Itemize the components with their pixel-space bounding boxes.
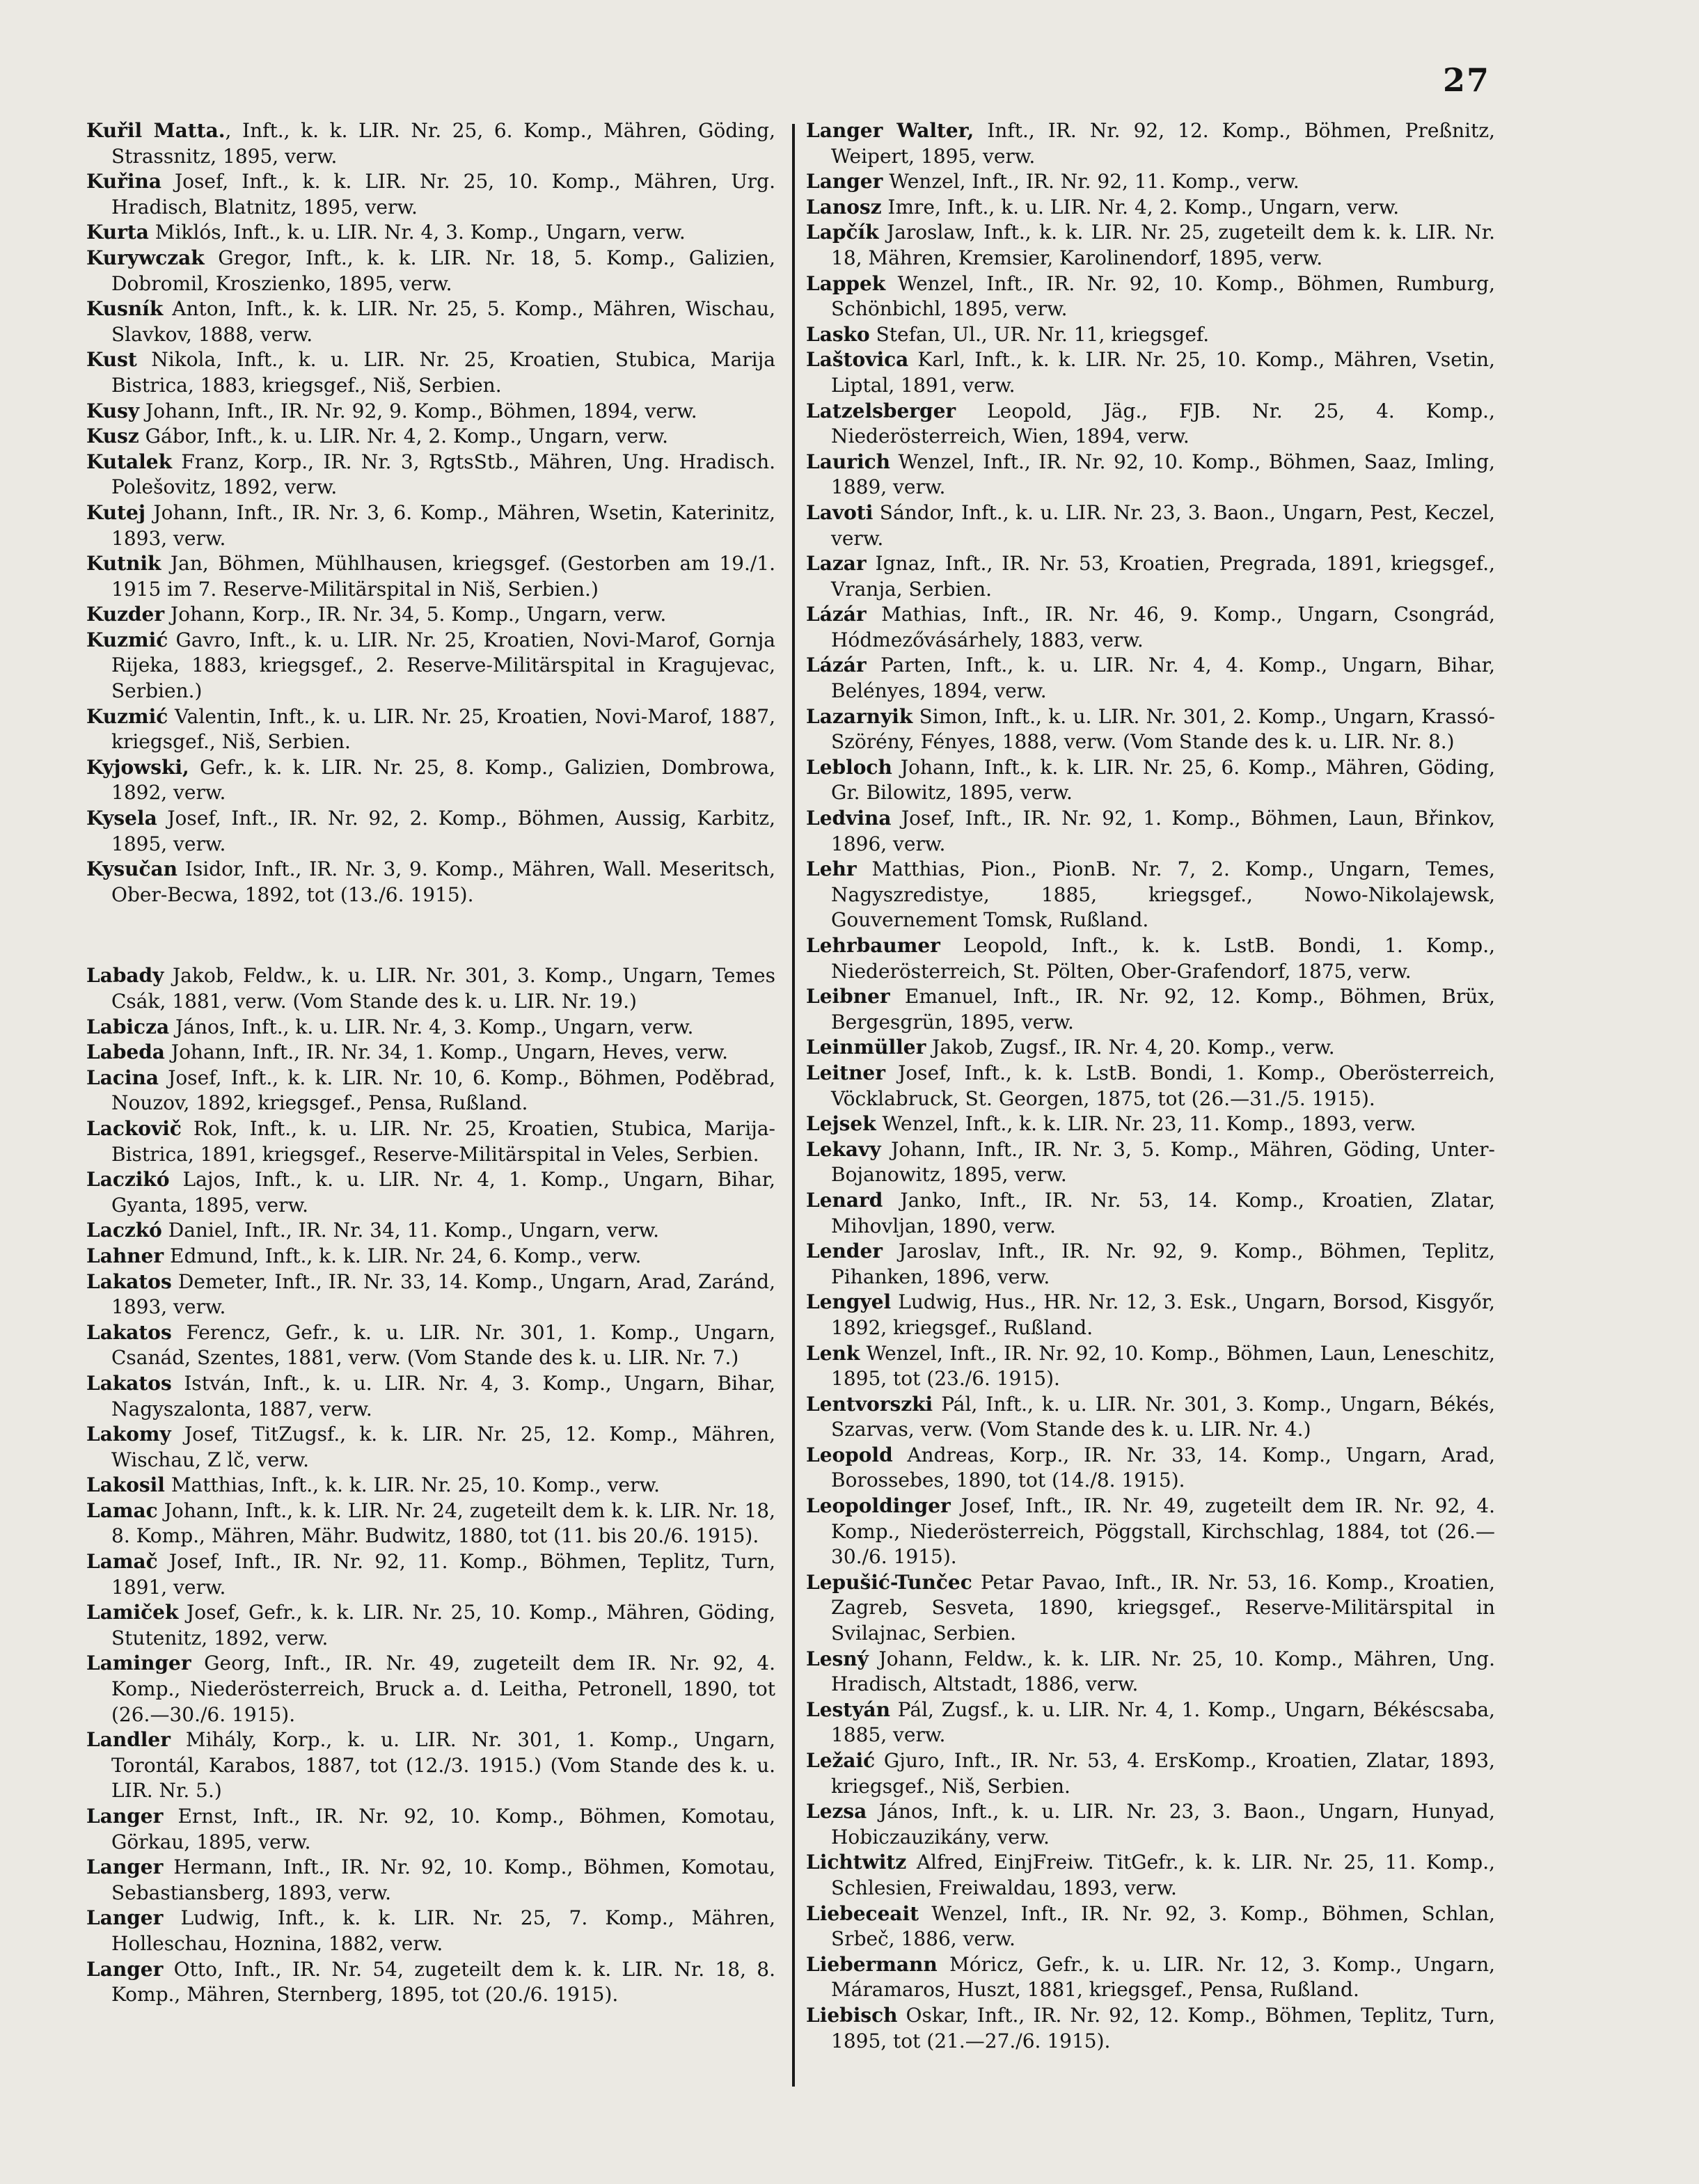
entry-details: Daniel, Inft., IR. Nr. 34, 11. Komp., Ungarn, verw. [161, 1219, 660, 1242]
column-divider [792, 124, 795, 2087]
entry-name: Lengyel [806, 1290, 892, 1314]
list-item [86, 296, 775, 347]
entry-name: Lasko [806, 322, 870, 346]
entry-name: Langer [86, 1805, 164, 1828]
list-item [806, 551, 1495, 602]
entry-name: Kusz [86, 425, 139, 448]
list-item [806, 1494, 1495, 1570]
list-item [86, 347, 775, 398]
entry-details: Josef, TitZugsf., k. k. LIR. Nr. 25, 12. Komp., Mähren, Wischau, Z lč, verw. [111, 1423, 775, 1471]
list-item [806, 1061, 1495, 1111]
entry-details: Edmund, Inft., k. k. LIR. Nr. 24, 6. Komp., verw. [164, 1244, 642, 1267]
entry-details: Josef, Inft., k. k. LIR. Nr. 10, 6. Komp., Böhmen, Poděbrad, Nouzov, 1892, kriegsgef., Pensa, Rußland. [111, 1066, 775, 1115]
entry-details: Mathias, Inft., IR. Nr. 46, 9. Komp., Ungarn, Csongrád, Hódmezővásárhely, 1883, verw. [831, 603, 1495, 651]
entry-details: Isidor, Inft., IR. Nr. 3, 9. Komp., Mähren, Wall. Meseritsch, Ober-Becwa, 1892, tot (13./6. 1915). [111, 857, 775, 906]
entry-name: Lappek [806, 271, 886, 295]
entry-name: Lichtwitz [806, 1851, 907, 1874]
entry-details: Johann, Inft., IR. Nr. 3, 5. Komp., Mähren, Göding, Unter-Bojanowitz, 1895, verw. [831, 1137, 1495, 1187]
entry-details: Miklós, Inft., k. u. LIR. Nr. 4, 3. Komp., Ungarn, verw. [148, 221, 686, 244]
entry-name: Lesný [806, 1647, 869, 1670]
list-item [806, 118, 1495, 169]
list-item [86, 628, 775, 704]
list-item [806, 1341, 1495, 1392]
list-item [806, 220, 1495, 271]
list-item [86, 1906, 775, 1956]
entry-details: , Inft., k. k. LIR. Nr. 25, 6. Komp., Mähren, Göding, Strassnitz, 1895, verw. [111, 119, 775, 168]
page-number: 27 [1442, 61, 1490, 99]
list-item [806, 1748, 1495, 1799]
entry-name: Ležaić [806, 1749, 876, 1772]
entry-name: Labeda [86, 1040, 165, 1064]
list-item [806, 1392, 1495, 1443]
list-item [86, 963, 775, 1014]
list-item [86, 551, 775, 602]
entry-name: Kuzmić [86, 628, 168, 651]
entry-details: Jaroslav, Inft., IR. Nr. 92, 9. Komp., Böhmen, Teplitz, Pihanken, 1896, verw. [831, 1240, 1495, 1288]
entry-details: Wenzel, Inft., IR. Nr. 92, 10. Komp., Böhmen, Laun, Leneschitz, 1895, tot (23./6. 1915). [831, 1341, 1495, 1391]
entry-details: Oskar, Inft., IR. Nr. 92, 12. Komp., Böhmen, Teplitz, Turn, 1895, tot (21.—27./6. 1915). [831, 2003, 1495, 2052]
entry-details: Josef, Inft., k. k. LstB. Bondi, 1. Komp., Oberösterreich, Vöcklabruck, St. Georgen, 1875, tot (26.—31./5. 1915). [831, 1061, 1495, 1110]
entry-details: Nikola, Inft., k. u. LIR. Nr. 25, Kroatien, Stubica, Marija Bistrica, 1883, kriegsgef., Niš, Serbien. [111, 348, 775, 397]
entry-name: Langer Walter, [806, 119, 974, 142]
entry-name: Laurich [806, 450, 890, 473]
entry-details: Gavro, Inft., k. u. LIR. Nr. 25, Kroatien, Novi-Marof, Gornja Rijeka, 1883, kriegsgef., 2. Reserve-Militärspital in Kragujevac, Serbien.) [111, 628, 775, 703]
list-item [806, 857, 1495, 933]
list-item [806, 1647, 1495, 1698]
entry-details: Georg, Inft., IR. Nr. 49, zugeteilt dem IR. Nr. 92, 4. Komp., Niederösterreich, Bruck a. d. Leitha, Petronell, 1890, tot (26.—30./6. 1915). [111, 1652, 775, 1726]
entry-details: Jakob, Zugsf., IR. Nr. 4, 20. Komp., verw. [926, 1036, 1335, 1059]
entry-details: Leopold, Jäg., FJB. Nr. 25, 4. Komp., Niederösterreich, Wien, 1894, verw. [831, 399, 1495, 448]
entry-details: Imre, Inft., k. u. LIR. Nr. 4, 2. Komp., Ungarn, verw. [881, 195, 1400, 219]
entry-details: Gjuro, Inft., IR. Nr. 53, 4. ErsKomp., Kroatien, Zlatar, 1893, kriegsgef., Niš, Serbien. [831, 1749, 1495, 1798]
entry-name: Kutalek [86, 450, 173, 473]
list-item [86, 1651, 775, 1727]
entry-details: Wenzel, Inft., IR. Nr. 92, 10. Komp., Böhmen, Saaz, Imling, 1889, verw. [831, 450, 1495, 499]
list-item [806, 1137, 1495, 1188]
list-item [86, 1218, 775, 1244]
entry-details: Josef, Inft., IR. Nr. 49, zugeteilt dem IR. Nr. 92, 4. Komp., Niederösterreich, Pöggstall, Kirchschlag, 1884, tot (26.—30./6. 1915). [831, 1494, 1495, 1569]
list-item [86, 1116, 775, 1167]
entry-details: Ernst, Inft., IR. Nr. 92, 10. Komp., Böhmen, Komotau, Görkau, 1895, verw. [111, 1805, 775, 1853]
list-item [86, 806, 775, 857]
list-item [806, 500, 1495, 551]
entry-details: János, Inft., k. u. LIR. Nr. 4, 3. Komp., Ungarn, verw. [169, 1015, 694, 1038]
entry-name: Lenard [806, 1188, 883, 1212]
entry-details: Ferencz, Gefr., k. u. LIR. Nr. 301, 1. Komp., Ungarn, Csanád, Szentes, 1881, verw. (Vom Stande des k. u. LIR. Nr. 7.) [111, 1320, 775, 1370]
entry-details: János, Inft., k. u. LIR. Nr. 23, 3. Baon., Ungarn, Hunyad, Hobiczauzikány, verw. [831, 1800, 1495, 1849]
entry-name: Landler [86, 1728, 171, 1752]
list-item [806, 704, 1495, 755]
entry-name: Lapčík [806, 221, 879, 244]
entry-details: Johann, Inft., k. k. LIR. Nr. 25, 6. Komp., Mähren, Göding, Gr. Bilowitz, 1895, verw. [831, 755, 1495, 805]
entry-details: Emanuel, Inft., IR. Nr. 92, 12. Komp., Böhmen, Brüx, Bergesgrün, 1895, verw. [831, 985, 1495, 1034]
entry-name: Kyjowski, [86, 755, 189, 779]
entry-details: Inft., IR. Nr. 92, 12. Komp., Böhmen, Preßnitz, Weipert, 1895, verw. [831, 119, 1495, 168]
entry-name: Liebisch [806, 2003, 898, 2027]
list-item [806, 984, 1495, 1035]
list-item [806, 450, 1495, 500]
entry-name: Kysela [86, 807, 157, 830]
list-item [806, 169, 1495, 195]
entry-details: Gefr., k. k. LIR. Nr. 25, 8. Komp., Galizien, Dombrowa, 1892, verw. [111, 755, 775, 805]
left-entries-group-l [86, 963, 775, 2007]
entry-details: Simon, Inft., k. u. LIR. Nr. 301, 2. Komp., Ungarn, Krassó-Szörény, Fényes, 1888, verw. (Vom Stande des k. u. LIR. Nr. 8.) [831, 704, 1495, 754]
list-item [86, 1855, 775, 1906]
entry-details: Móricz, Gefr., k. u. LIR. Nr. 12, 3. Komp., Ungarn, Máramaros, Huszt, 1881, kriegsgef., Pensa, Rußland. [831, 1952, 1495, 2002]
entry-name: Labady [86, 964, 164, 988]
left-column [86, 118, 775, 2008]
entry-name: Langer [86, 1906, 164, 1930]
list-item [86, 1957, 775, 2008]
list-item [86, 602, 775, 628]
entry-name: Lender [806, 1240, 883, 1263]
entry-name: Lentvorszki [806, 1392, 933, 1416]
list-item [86, 220, 775, 246]
entry-name: Lamac [86, 1498, 158, 1522]
entry-details: Johann, Inft., IR. Nr. 34, 1. Komp., Ungarn, Heves, verw. [164, 1040, 729, 1064]
list-item [86, 704, 775, 755]
entry-name: Kuřil Matta. [86, 119, 226, 142]
entry-details: Rok, Inft., k. u. LIR. Nr. 25, Kroatien, Stubica, Marija-Bistrica, 1891, kriegsgef., Reserve-Militärspital in Veles, Serbien. [111, 1116, 775, 1166]
entry-details: Gregor, Inft., k. k. LIR. Nr. 18, 5. Komp., Galizien, Dobromil, Kroszienko, 1895, verw. [111, 246, 775, 295]
list-item [86, 1244, 775, 1269]
entry-details: Matthias, Inft., k. k. LIR. Nr. 25, 10. Komp., verw. [164, 1473, 661, 1497]
entry-name: Labicza [86, 1015, 170, 1038]
entry-details: Karl, Inft., k. k. LIR. Nr. 25, 10. Komp., Mähren, Vsetin, Liptal, 1891, verw. [831, 348, 1495, 397]
entry-name: Lejsek [806, 1112, 876, 1136]
entry-details: Pál, Inft., k. u. LIR. Nr. 301, 3. Komp., Ungarn, Békés, Szarvas, verw. (Vom Stande des k. u. LIR. Nr. 4.) [831, 1392, 1495, 1441]
entry-name: Lakosil [86, 1473, 165, 1497]
entry-details: Ludwig, Hus., HR. Nr. 12, 3. Esk., Ungarn, Borsod, Kisgyőr, 1892, kriegsgef., Rußland. [831, 1290, 1495, 1339]
entry-details: Sándor, Inft., k. u. LIR. Nr. 23, 3. Baon., Ungarn, Pest, Keczel, verw. [831, 500, 1495, 550]
list-item [806, 933, 1495, 984]
list-item [86, 1600, 775, 1651]
entry-name: Laštovica [806, 348, 909, 372]
entry-name: Leinmüller [806, 1036, 926, 1059]
list-item [86, 1066, 775, 1116]
list-item [86, 1167, 775, 1218]
entry-name: Ledvina [806, 807, 892, 830]
list-item [86, 500, 775, 551]
entry-details: Matthias, Pion., PionB. Nr. 7, 2. Komp., Ungarn, Temes, Nagyszredistye, 1885, kriegsgef., Nowo-Nikolajewsk, Gouvernement Tomsk, Rußland. [831, 857, 1495, 932]
entry-name: Lehrbaumer [806, 934, 940, 957]
entry-details: Johann, Inft., IR. Nr. 3, 6. Komp., Mähren, Wsetin, Katerinitz, 1893, verw. [111, 500, 775, 550]
list-item [806, 1111, 1495, 1137]
list-item [806, 1952, 1495, 2003]
list-item [86, 1549, 775, 1600]
entry-details: Wenzel, Inft., k. k. LIR. Nr. 23, 11. Komp., 1893, verw. [876, 1112, 1416, 1136]
entry-name: Langer [86, 1855, 164, 1879]
list-item [86, 1040, 775, 1066]
entry-name: Laczkó [86, 1219, 162, 1242]
list-item [806, 322, 1495, 348]
list-item [806, 1799, 1495, 1850]
entry-details: Gábor, Inft., k. u. LIR. Nr. 4, 2. Komp., Ungarn, verw. [139, 425, 668, 448]
entry-name: Leopold [806, 1443, 893, 1466]
entry-name: Lakatos [86, 1269, 172, 1293]
entry-name: Lamiček [86, 1601, 179, 1624]
entry-name: Lamač [86, 1550, 158, 1574]
list-item [806, 271, 1495, 322]
entry-name: Lebloch [806, 755, 892, 779]
entry-details: Anton, Inft., k. k. LIR. Nr. 25, 5. Komp., Mähren, Wischau, Slavkov, 1888, verw. [111, 297, 775, 346]
list-item [86, 1498, 775, 1549]
entry-name: Lázár [806, 654, 867, 677]
entry-details: Josef, Inft., IR. Nr. 92, 11. Komp., Böhmen, Teplitz, Turn, 1891, verw. [111, 1550, 775, 1599]
entry-details: Petar Pavao, Inft., IR. Nr. 53, 16. Komp., Kroatien, Zagreb, Sesveta, 1890, kriegsgef., Reserve-Militärspital in Svilajnac, Serbien. [831, 1570, 1495, 1645]
entry-name: Lanosz [806, 195, 882, 219]
list-item [806, 602, 1495, 653]
entry-details: Parten, Inft., k. u. LIR. Nr. 4, 4. Komp., Ungarn, Bihar, Belényes, 1894, verw. [831, 654, 1495, 703]
entry-name: Kurywczak [86, 246, 205, 269]
list-item [806, 1443, 1495, 1494]
entry-details: Stefan, Ul., UR. Nr. 11, kriegsgef. [869, 322, 1210, 346]
entry-details: Hermann, Inft., IR. Nr. 92, 10. Komp., Böhmen, Komotau, Sebastiansberg, 1893, verw. [111, 1855, 775, 1904]
list-item [806, 1850, 1495, 1901]
right-entries [806, 118, 1495, 2054]
entry-name: Leibner [806, 985, 890, 1008]
entry-name: Kutnik [86, 552, 161, 576]
entry-name: Kuřina [86, 170, 161, 193]
entry-details: Jakob, Feldw., k. u. LIR. Nr. 301, 3. Komp., Ungarn, Temes Csák, 1881, verw. (Vom Stande des k. u. LIR. Nr. 19.) [111, 964, 775, 1013]
list-item [806, 1239, 1495, 1290]
entry-details: Demeter, Inft., IR. Nr. 33, 14. Komp., Ungarn, Arad, Zaránd, 1893, verw. [111, 1269, 775, 1319]
entry-details: Ludwig, Inft., k. k. LIR. Nr. 25, 7. Komp., Mähren, Holleschau, Hoznina, 1882, verw. [111, 1906, 775, 1955]
entry-name: Liebermann [806, 1952, 938, 1976]
list-item [86, 1371, 775, 1422]
list-item [86, 1269, 775, 1320]
entry-details: Johann, Inft., k. k. LIR. Nr. 24, zugeteilt dem k. k. LIR. Nr. 18, 8. Komp., Mähren, Mähr. Budwitz, 1880, tot (11. bis 20./6. 1915). [111, 1498, 775, 1548]
list-item [806, 755, 1495, 806]
list-item [86, 450, 775, 500]
list-item [86, 424, 775, 450]
entry-details: Mihály, Korp., k. u. LIR. Nr. 301, 1. Komp., Ungarn, Torontál, Karabos, 1887, tot (12./3. 1915.) (Vom Stande des k. u. LIR. Nr. 5.) [111, 1728, 775, 1803]
entry-name: Langer [806, 170, 883, 193]
entry-details: Wenzel, Inft., IR. Nr. 92, 3. Komp., Böhmen, Schlan, Srbeč, 1886, verw. [831, 1901, 1495, 1951]
entry-name: Kust [86, 348, 137, 372]
entry-details: Josef, Gefr., k. k. LIR. Nr. 25, 10. Komp., Mähren, Göding, Stutenitz, 1892, verw. [111, 1601, 775, 1649]
entry-details: István, Inft., k. u. LIR. Nr. 4, 3. Komp., Ungarn, Bihar, Nagyszalonta, 1887, verw. [111, 1371, 775, 1421]
entry-name: Lavoti [806, 500, 874, 524]
entry-details: Alfred, EinjFreiw. TitGefr., k. k. LIR. Nr. 25, 11. Komp., Schlesien, Freiwaldau, 1893, verw. [831, 1851, 1495, 1899]
entry-details: Josef, Inft., IR. Nr. 92, 2. Komp., Böhmen, Aussig, Karbitz, 1895, verw. [111, 807, 775, 855]
entry-name: Lázár [806, 603, 867, 626]
entry-name: Lenk [806, 1341, 860, 1365]
entry-details: Andreas, Korp., IR. Nr. 33, 14. Komp., Ungarn, Arad, Borossebes, 1890, tot (14./8. 1915). [831, 1443, 1495, 1492]
entry-name: Langer [86, 1957, 164, 1981]
entry-details: Ignaz, Inft., IR. Nr. 53, Kroatien, Pregrada, 1891, kriegsgef., Vranja, Serbien. [831, 552, 1495, 601]
list-item [806, 653, 1495, 704]
entry-name: Lehr [806, 857, 857, 881]
entry-name: Latzelsberger [806, 399, 956, 422]
list-item [86, 857, 775, 908]
entry-details: Wenzel, Inft., IR. Nr. 92, 10. Komp., Böhmen, Rumburg, Schönbichl, 1895, verw. [831, 271, 1495, 321]
list-item [86, 1422, 775, 1473]
list-item [806, 1290, 1495, 1340]
entry-name: Lakatos [86, 1371, 172, 1395]
entry-name: Lacina [86, 1066, 159, 1089]
right-column [806, 118, 1495, 2054]
entry-name: Lezsa [806, 1800, 867, 1823]
list-item [86, 1727, 775, 1804]
list-item [86, 1320, 775, 1371]
entry-name: Lakatos [86, 1320, 172, 1344]
entry-details: Johann, Inft., IR. Nr. 92, 9. Komp., Böhmen, 1894, verw. [139, 399, 697, 422]
entry-details: Wenzel, Inft., IR. Nr. 92, 11. Komp., verw. [883, 170, 1299, 193]
list-item [806, 195, 1495, 221]
list-item [806, 1188, 1495, 1239]
entry-details: Pál, Zugsf., k. u. LIR. Nr. 4, 1. Komp., Ungarn, Békéscsaba, 1885, verw. [831, 1698, 1495, 1747]
entry-name: Laczikó [86, 1168, 170, 1192]
entry-name: Lestyán [806, 1698, 890, 1721]
entry-details: Jan, Böhmen, Mühlhausen, kriegsgef. (Gestorben am 19./1. 1915 im 7. Reserve-Militärspital in Niš, Serbien.) [111, 552, 775, 601]
entry-name: Lackovič [86, 1116, 182, 1140]
list-item [86, 1804, 775, 1855]
list-item [86, 399, 775, 425]
list-item [806, 399, 1495, 450]
entry-name: Leopoldinger [806, 1494, 951, 1518]
entry-details: Franz, Korp., IR. Nr. 3, RgtsStb., Mähren, Ung. Hradisch. Polešovitz, 1892, verw. [111, 450, 775, 499]
entry-name: Kutej [86, 500, 145, 524]
entry-name: Lepušić-Tunčec [806, 1570, 972, 1594]
list-item [806, 806, 1495, 857]
list-item [86, 246, 775, 296]
entry-name: Lazar [806, 552, 867, 576]
entry-details: Johann, Feldw., k. k. LIR. Nr. 25, 10. Komp., Mähren, Ung. Hradisch, Altstadt, 1886, verw. [831, 1647, 1495, 1696]
entry-details: Janko, Inft., IR. Nr. 53, 14. Komp., Kroatien, Zlatar, Mihovljan, 1890, verw. [831, 1188, 1495, 1237]
list-item [806, 347, 1495, 398]
list-item [806, 1035, 1495, 1061]
entry-details: Leopold, Inft., k. k. LstB. Bondi, 1. Komp., Niederösterreich, St. Pölten, Ober-Grafendorf, 1875, verw. [831, 934, 1495, 983]
entry-name: Kurta [86, 221, 149, 244]
list-item [806, 1698, 1495, 1748]
entry-details: Josef, Inft., k. k. LIR. Nr. 25, 10. Komp., Mähren, Urg. Hradisch, Blatnitz, 1895, verw. [111, 170, 775, 219]
left-entries-group-k [86, 118, 775, 908]
entry-name: Kusník [86, 297, 164, 321]
list-item [86, 169, 775, 220]
list-item [806, 1570, 1495, 1647]
entry-name: Kysučan [86, 857, 178, 881]
entry-name: Laminger [86, 1652, 191, 1675]
entry-details: Johann, Korp., IR. Nr. 34, 5. Komp., Ungarn, verw. [164, 603, 667, 626]
list-item [86, 1015, 775, 1040]
list-item [86, 1473, 775, 1498]
list-item [86, 755, 775, 806]
list-item [806, 2003, 1495, 2054]
entry-name: Kuzder [86, 603, 165, 626]
entry-name: Lahner [86, 1244, 164, 1267]
list-item [86, 118, 775, 169]
entry-details: Jaroslaw, Inft., k. k. LIR. Nr. 25, zugeteilt dem k. k. LIR. Nr. 18, Mähren, Kremsier, Karolinendorf, 1895, verw. [831, 221, 1495, 269]
entry-name: Lakomy [86, 1423, 171, 1446]
entry-name: Leitner [806, 1061, 885, 1084]
entry-name: Liebeceait [806, 1901, 919, 1925]
section-gap [86, 908, 775, 963]
entry-details: Lajos, Inft., k. u. LIR. Nr. 4, 1. Komp., Ungarn, Bihar, Gyanta, 1895, verw. [111, 1168, 775, 1217]
entry-details: Otto, Inft., IR. Nr. 54, zugeteilt dem k. k. LIR. Nr. 18, 8. Komp., Mähren, Sternberg, 1895, tot (20./6. 1915). [111, 1957, 775, 2007]
entry-name: Lazarnyik [806, 704, 913, 728]
entry-details: Valentin, Inft., k. u. LIR. Nr. 25, Kroatien, Novi-Marof, 1887, kriegsgef., Niš, Serbien. [111, 704, 775, 754]
list-item [806, 1901, 1495, 1952]
entry-details: Josef, Inft., IR. Nr. 92, 1. Komp., Böhmen, Laun, Břinkov, 1896, verw. [831, 807, 1495, 855]
entry-name: Lekavy [806, 1137, 881, 1161]
entry-name: Kuzmić [86, 704, 168, 728]
entry-name: Kusy [86, 399, 140, 422]
